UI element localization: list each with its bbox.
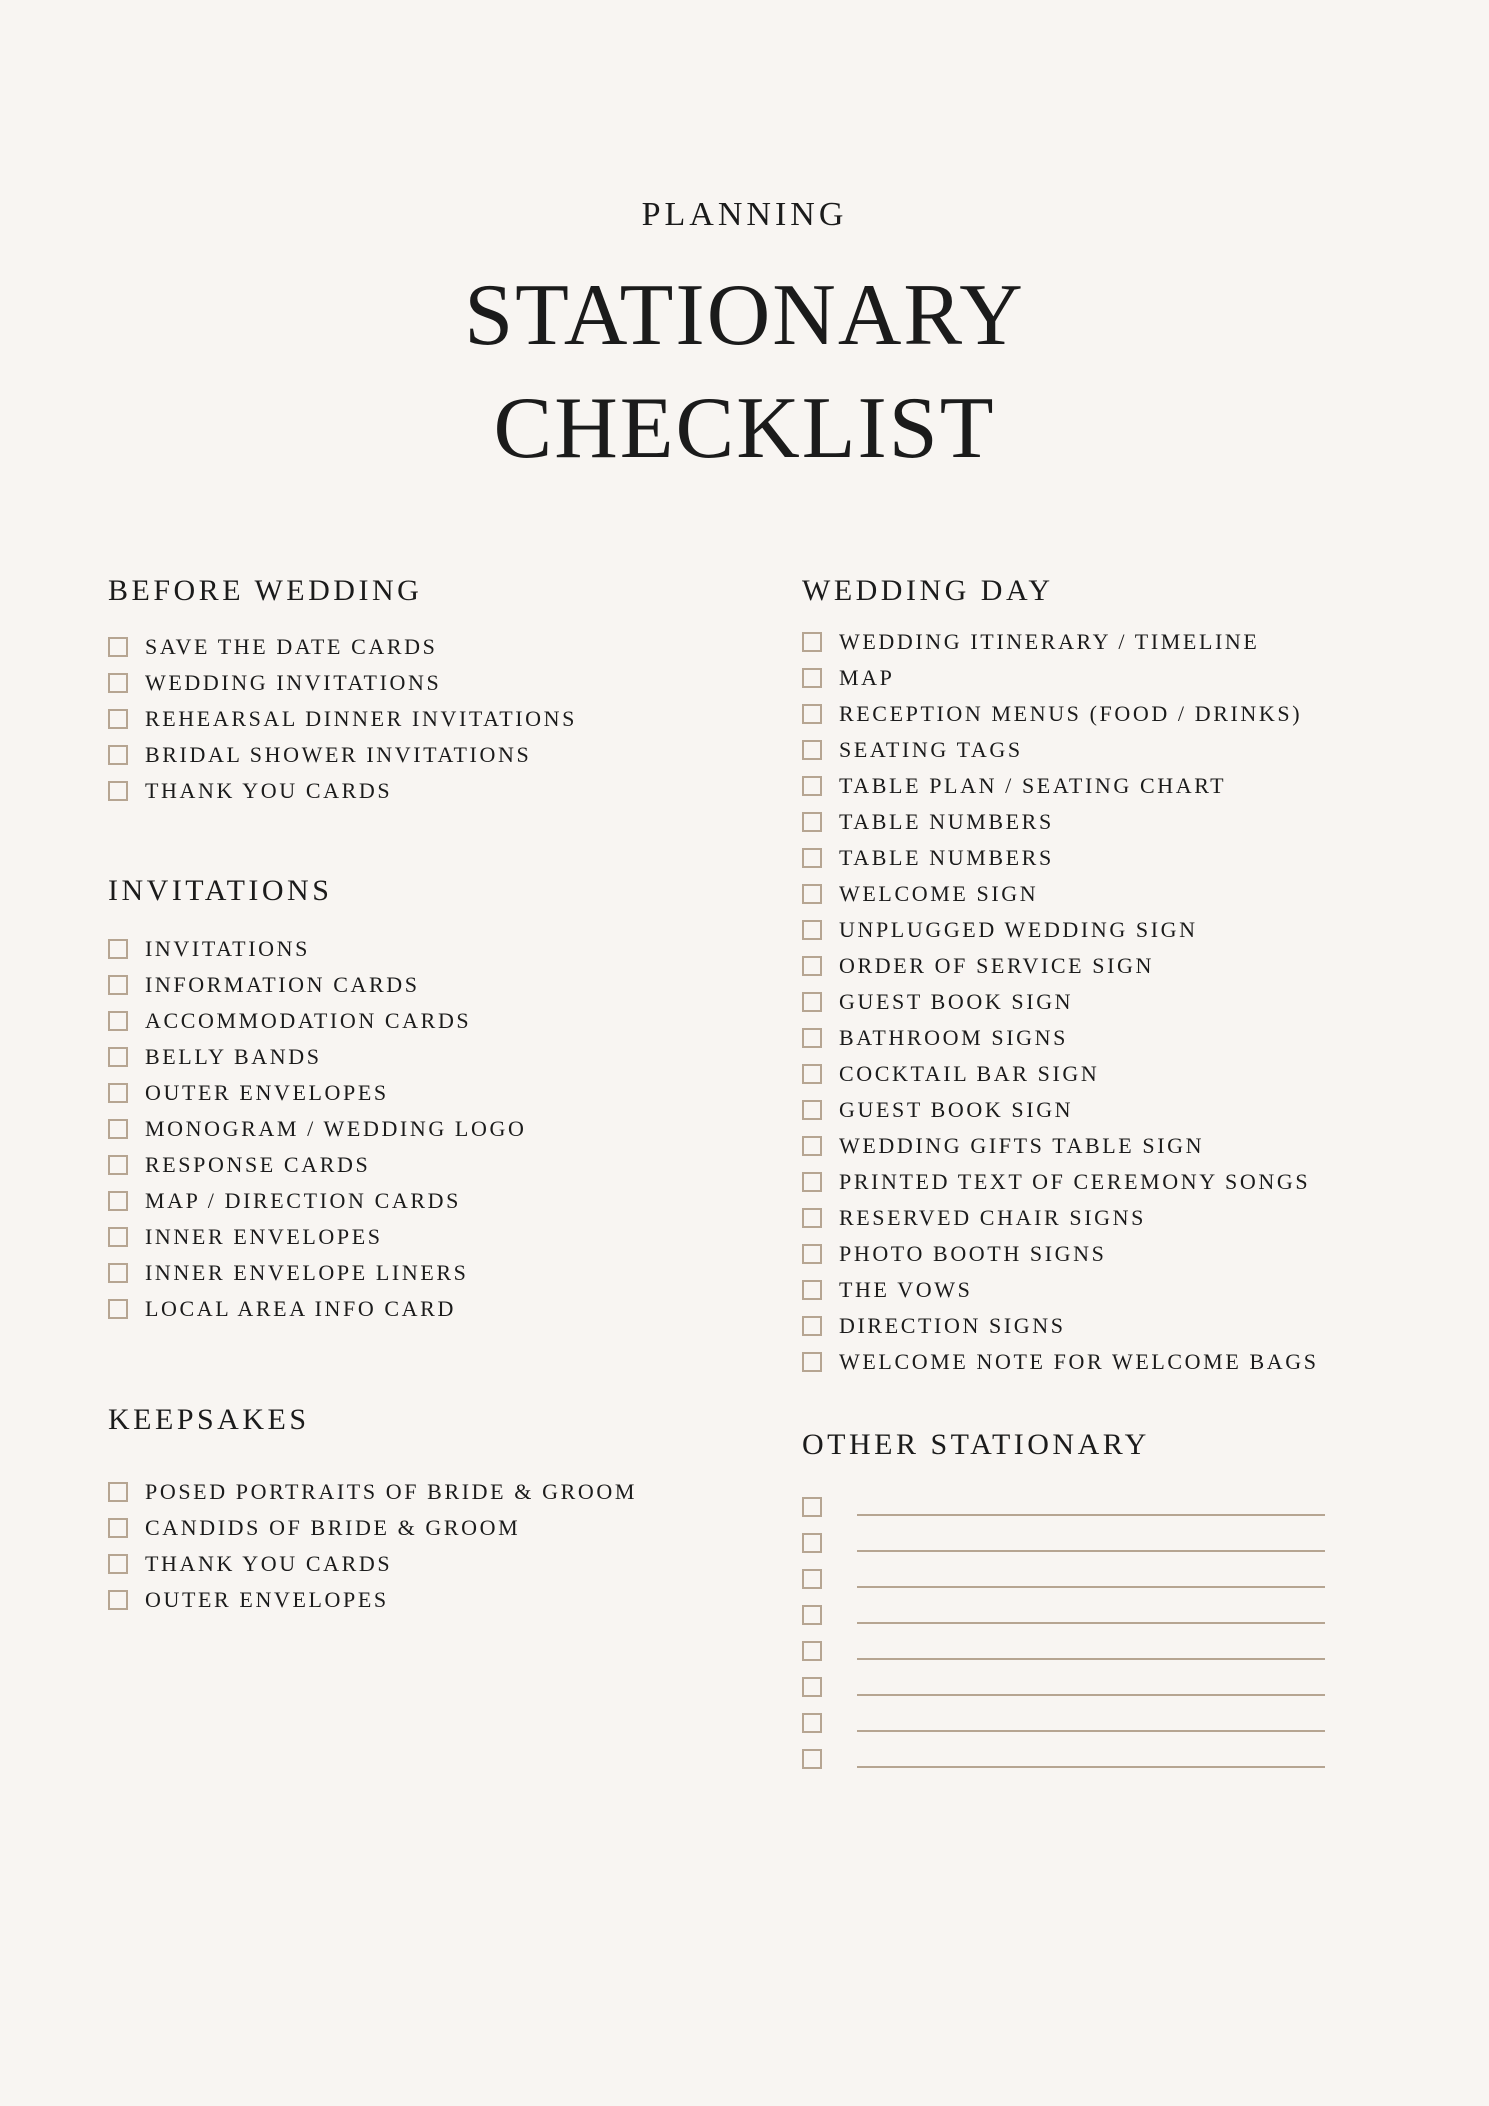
checklist-item xyxy=(108,1111,526,1147)
checklist-item-label: THANK YOU CARDS xyxy=(145,778,393,803)
checkbox-icon[interactable] xyxy=(108,1227,128,1247)
checkbox-icon[interactable] xyxy=(802,776,822,796)
checklist-item-label: INVITATIONS xyxy=(145,936,310,961)
checklist-item-label: INNER ENVELOPE LINERS xyxy=(145,1260,469,1285)
checklist-item-label: WELCOME NOTE FOR WELCOME BAGS xyxy=(839,1349,1319,1374)
checkbox-icon[interactable] xyxy=(802,1316,822,1336)
checkbox-icon[interactable] xyxy=(108,1518,128,1538)
checklist-item-label: TABLE PLAN / SEATING CHART xyxy=(839,773,1227,798)
checklist-item-label: WEDDING GIFTS TABLE SIGN xyxy=(839,1133,1205,1158)
checkbox-icon[interactable] xyxy=(802,1100,822,1120)
checklist-item-label: UNPLUGGED WEDDING SIGN xyxy=(839,917,1198,942)
page-title-line-1: STATIONARY xyxy=(464,267,1025,364)
checkbox-icon[interactable] xyxy=(108,745,128,765)
checkbox-icon[interactable] xyxy=(802,632,822,652)
checkbox-icon[interactable] xyxy=(108,1047,128,1067)
checkbox-icon[interactable] xyxy=(108,1482,128,1502)
checkbox-icon[interactable] xyxy=(802,1352,822,1372)
checklist-item xyxy=(802,1308,1319,1344)
checklist-item xyxy=(108,1003,526,1039)
checkbox-icon[interactable] xyxy=(802,1605,822,1625)
checkbox-icon[interactable] xyxy=(802,1497,822,1517)
checkbox-icon[interactable] xyxy=(108,1155,128,1175)
blank-checklist-item xyxy=(802,1561,1325,1597)
checkbox-icon[interactable] xyxy=(802,1533,822,1553)
blank-checklist-item xyxy=(802,1741,1325,1777)
checkbox-icon[interactable] xyxy=(108,1011,128,1031)
page-supertitle: PLANNING xyxy=(641,196,848,233)
checklist-item-label: WEDDING INVITATIONS xyxy=(145,670,442,695)
checkbox-icon[interactable] xyxy=(802,1064,822,1084)
checkbox-icon[interactable] xyxy=(802,1244,822,1264)
write-in-line[interactable] xyxy=(857,1586,1325,1588)
checkbox-icon[interactable] xyxy=(108,1083,128,1103)
checklist-item-label: MAP xyxy=(839,665,895,690)
section-heading-other-stationary: OTHER STATIONARY xyxy=(802,1428,1150,1461)
checklist-item-label: CANDIDS OF BRIDE & GROOM xyxy=(145,1515,521,1540)
checkbox-icon[interactable] xyxy=(108,637,128,657)
checkbox-icon[interactable] xyxy=(802,1749,822,1769)
checklist-item-label: TABLE NUMBERS xyxy=(839,809,1054,834)
section-heading-invitations: INVITATIONS xyxy=(108,874,333,907)
blank-checklist-item xyxy=(802,1597,1325,1633)
checkbox-icon[interactable] xyxy=(802,992,822,1012)
checklist-item-label: THE VOWS xyxy=(839,1277,973,1302)
checkbox-icon[interactable] xyxy=(802,1641,822,1661)
checklist-item xyxy=(802,1020,1319,1056)
checklist-item xyxy=(802,1344,1319,1380)
checklist-item xyxy=(802,804,1319,840)
wedding-day-list xyxy=(802,624,1319,1380)
checklist-item-label: POSED PORTRAITS OF BRIDE & GROOM xyxy=(145,1479,637,1504)
checklist-item-label: RESERVED CHAIR SIGNS xyxy=(839,1205,1146,1230)
checklist-item xyxy=(802,840,1319,876)
checklist-item xyxy=(108,701,577,737)
checklist-item xyxy=(108,967,526,1003)
invitations-list xyxy=(108,931,526,1327)
checkbox-icon[interactable] xyxy=(802,1677,822,1697)
checklist-item xyxy=(802,696,1319,732)
before-wedding-list xyxy=(108,629,577,809)
checklist-item xyxy=(802,912,1319,948)
checklist-item xyxy=(108,1291,526,1327)
checklist-item xyxy=(802,1092,1319,1128)
blank-checklist-item xyxy=(802,1705,1325,1741)
checklist-item-label: ACCOMMODATION CARDS xyxy=(145,1008,472,1033)
blank-checklist-item xyxy=(802,1489,1325,1525)
checklist-item-label: WELCOME SIGN xyxy=(839,881,1039,906)
checklist-item-label: INFORMATION CARDS xyxy=(145,972,420,997)
checkbox-icon[interactable] xyxy=(802,1136,822,1156)
checklist-item xyxy=(802,624,1319,660)
checklist-item xyxy=(802,1128,1319,1164)
blank-checklist-item xyxy=(802,1525,1325,1561)
checklist-item xyxy=(108,931,526,967)
checklist-item xyxy=(108,1075,526,1111)
checkbox-icon[interactable] xyxy=(802,740,822,760)
checkbox-icon[interactable] xyxy=(802,1208,822,1228)
checkbox-icon[interactable] xyxy=(802,668,822,688)
checklist-item xyxy=(802,1056,1319,1092)
checklist-item-label: SAVE THE DATE CARDS xyxy=(145,634,438,659)
checklist-item-label: COCKTAIL BAR SIGN xyxy=(839,1061,1100,1086)
checklist-item xyxy=(108,1039,526,1075)
write-in-line[interactable] xyxy=(857,1730,1325,1732)
checkbox-icon[interactable] xyxy=(802,848,822,868)
checklist-item-label: TABLE NUMBERS xyxy=(839,845,1054,870)
checkbox-icon[interactable] xyxy=(108,1554,128,1574)
other-stationary-list xyxy=(802,1489,1325,1777)
checklist-item xyxy=(108,1147,526,1183)
checklist-item xyxy=(108,1219,526,1255)
checklist-item xyxy=(108,737,577,773)
section-heading-keepsakes: KEEPSAKES xyxy=(108,1403,310,1436)
checklist-item-label: MONOGRAM / WEDDING LOGO xyxy=(145,1116,527,1141)
blank-checklist-item xyxy=(802,1669,1325,1705)
checkbox-icon[interactable] xyxy=(802,1172,822,1192)
checklist-item-label: OUTER ENVELOPES xyxy=(145,1080,389,1105)
checkbox-icon[interactable] xyxy=(108,1119,128,1139)
checkbox-icon[interactable] xyxy=(802,956,822,976)
checkbox-icon[interactable] xyxy=(802,1713,822,1733)
checkbox-icon[interactable] xyxy=(802,704,822,724)
checklist-item xyxy=(108,1546,637,1582)
checklist-item-label: MAP / DIRECTION CARDS xyxy=(145,1188,461,1213)
checklist-item-label: GUEST BOOK SIGN xyxy=(839,989,1074,1014)
checklist-item-label: BRIDAL SHOWER INVITATIONS xyxy=(145,742,532,767)
checkbox-icon[interactable] xyxy=(108,781,128,801)
write-in-line[interactable] xyxy=(857,1658,1325,1660)
checklist-item xyxy=(802,1200,1319,1236)
checklist-item xyxy=(802,732,1319,768)
page-title-line-2: CHECKLIST xyxy=(493,380,996,477)
checkbox-icon[interactable] xyxy=(108,1191,128,1211)
checklist-item-label: PRINTED TEXT OF CEREMONY SONGS xyxy=(839,1169,1311,1194)
section-heading-wedding-day: WEDDING DAY xyxy=(802,574,1054,607)
checklist-item-label: PHOTO BOOTH SIGNS xyxy=(839,1241,1107,1266)
write-in-line[interactable] xyxy=(857,1694,1325,1696)
checklist-item-label: BATHROOM SIGNS xyxy=(839,1025,1068,1050)
checkbox-icon[interactable] xyxy=(802,920,822,940)
checklist-item xyxy=(802,660,1319,696)
checklist-item-label: THANK YOU CARDS xyxy=(145,1551,393,1576)
checkbox-icon[interactable] xyxy=(802,1280,822,1300)
checklist-item-label: INNER ENVELOPES xyxy=(145,1224,383,1249)
checkbox-icon[interactable] xyxy=(108,709,128,729)
checklist-item xyxy=(108,1474,637,1510)
checkbox-icon[interactable] xyxy=(108,1263,128,1283)
checklist-item-label: OUTER ENVELOPES xyxy=(145,1587,389,1612)
write-in-line[interactable] xyxy=(857,1550,1325,1552)
checklist-item xyxy=(802,948,1319,984)
write-in-line[interactable] xyxy=(857,1622,1325,1624)
write-in-line[interactable] xyxy=(857,1514,1325,1516)
checklist-item xyxy=(802,1272,1319,1308)
checkbox-icon[interactable] xyxy=(802,884,822,904)
checklist-item xyxy=(108,1510,637,1546)
write-in-line[interactable] xyxy=(857,1766,1325,1768)
checklist-item xyxy=(108,629,577,665)
checklist-item xyxy=(802,1164,1319,1200)
checklist-item xyxy=(802,984,1319,1020)
checklist-item-label: REHEARSAL DINNER INVITATIONS xyxy=(145,706,577,731)
checkbox-icon[interactable] xyxy=(108,673,128,693)
checklist-item-label: WEDDING ITINERARY / TIMELINE xyxy=(839,629,1260,654)
checklist-item xyxy=(108,665,577,701)
checklist-item-label: RECEPTION MENUS (FOOD / DRINKS) xyxy=(839,701,1303,726)
checkbox-icon[interactable] xyxy=(108,939,128,959)
checklist-item xyxy=(108,1183,526,1219)
checklist-item-label: ORDER OF SERVICE SIGN xyxy=(839,953,1155,978)
checkbox-icon[interactable] xyxy=(802,1569,822,1589)
checklist-item-label: RESPONSE CARDS xyxy=(145,1152,371,1177)
checklist-item-label: SEATING TAGS xyxy=(839,737,1023,762)
checklist-item-label: LOCAL AREA INFO CARD xyxy=(145,1296,456,1321)
keepsakes-list xyxy=(108,1474,637,1618)
checkbox-icon[interactable] xyxy=(108,1590,128,1610)
checklist-item xyxy=(108,1582,637,1618)
checkbox-icon[interactable] xyxy=(802,812,822,832)
checklist-item xyxy=(108,773,577,809)
section-heading-before-wedding: BEFORE WEDDING xyxy=(108,574,423,607)
checkbox-icon[interactable] xyxy=(802,1028,822,1048)
checklist-item xyxy=(108,1255,526,1291)
checkbox-icon[interactable] xyxy=(108,975,128,995)
checklist-item xyxy=(802,768,1319,804)
checklist-item xyxy=(802,876,1319,912)
blank-checklist-item xyxy=(802,1633,1325,1669)
checkbox-icon[interactable] xyxy=(108,1299,128,1319)
checklist-item-label: GUEST BOOK SIGN xyxy=(839,1097,1074,1122)
checklist-item-label: BELLY BANDS xyxy=(145,1044,322,1069)
checklist-item-label: DIRECTION SIGNS xyxy=(839,1313,1066,1338)
checklist-item xyxy=(802,1236,1319,1272)
